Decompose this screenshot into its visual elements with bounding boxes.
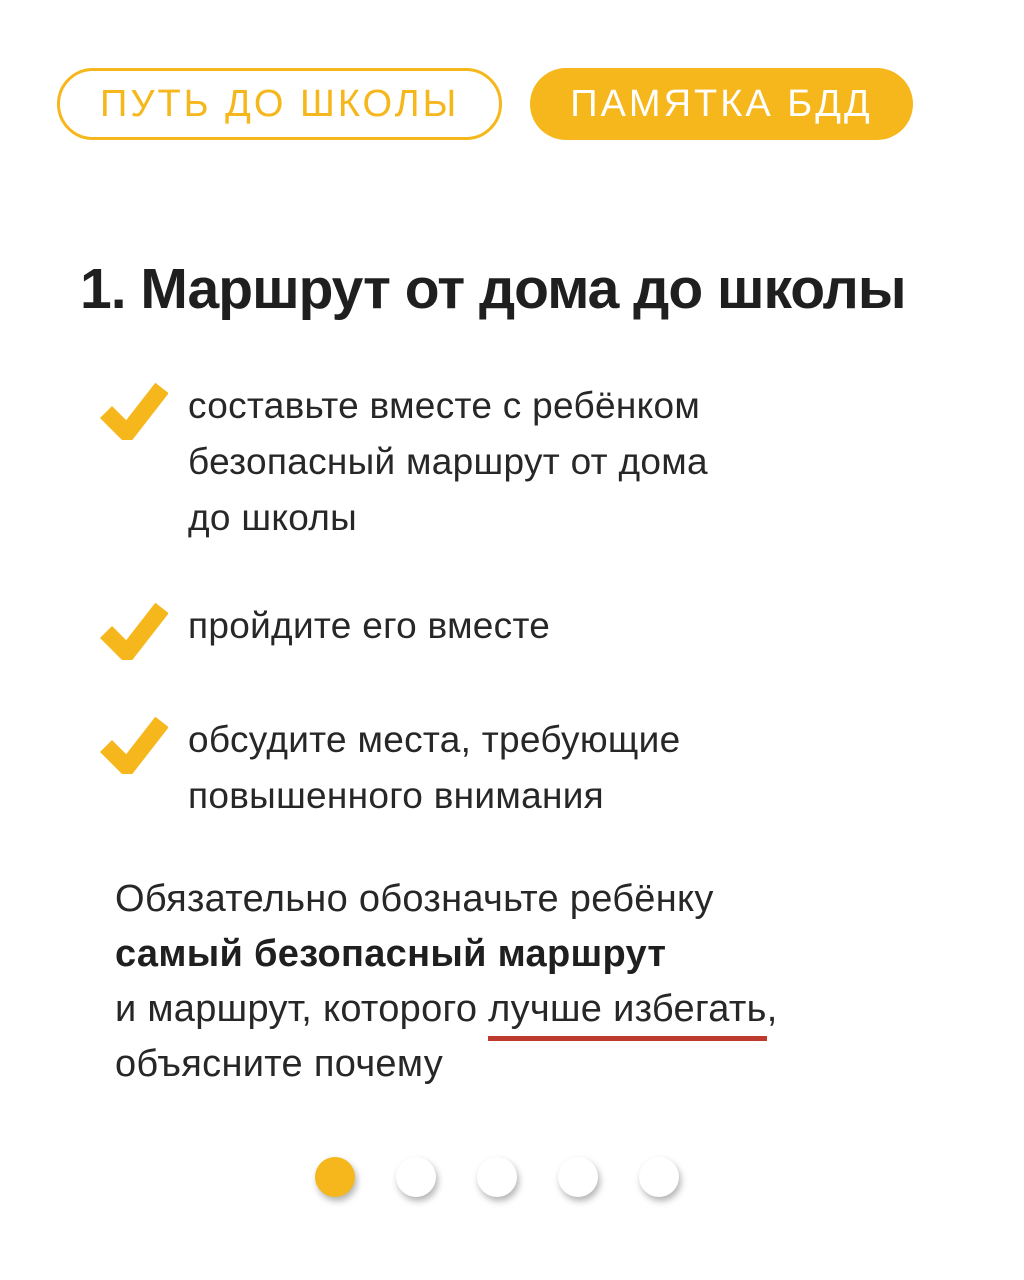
checklist-line: пройдите его вместе: [188, 605, 551, 646]
note-line3-suffix: ,: [766, 988, 778, 1030]
checklist-item-text: [188, 712, 680, 824]
pagination-dot[interactable]: [396, 1157, 436, 1197]
checklist-item: [100, 712, 708, 824]
note-line: [115, 982, 778, 1037]
page-title: 1. Маршрут от дома до школы: [80, 257, 906, 321]
tag-pills: [57, 68, 913, 140]
tag-traffic-safety-memo[interactable]: ПАМЯТКА БДД: [530, 68, 912, 140]
checklist-item: [100, 378, 708, 546]
checklist-item-text: [188, 598, 550, 654]
note-line3-prefix: и маршрут, которого: [115, 988, 489, 1030]
pagination-dot[interactable]: [558, 1157, 598, 1197]
checklist-item-text: [188, 378, 708, 546]
checklist-item: [100, 598, 708, 660]
note-line: объясните почему: [115, 1043, 444, 1085]
checklist-line: составьте вместе с ребёнком: [188, 385, 701, 426]
checklist-line: обсудите места, требующие: [188, 719, 681, 760]
note-line: Обязательно обозначьте ребёнку: [115, 878, 714, 920]
checkmark-icon: [100, 714, 168, 774]
pagination-dot[interactable]: [639, 1157, 679, 1197]
checkmark-icon: [100, 380, 168, 440]
note-underlined-text: лучше избегать: [488, 988, 767, 1041]
checklist-line: повышенного внимания: [188, 775, 605, 816]
pagination-dots: [315, 1157, 679, 1197]
checklist-line: безопасный маршрут от дома: [188, 441, 708, 482]
checklist-line: до школы: [188, 497, 358, 538]
note-paragraph: [115, 872, 778, 1092]
tag-path-to-school[interactable]: ПУТЬ ДО ШКОЛЫ: [57, 68, 502, 140]
checklist: [100, 378, 708, 824]
note-line-bold: самый безопасный маршрут: [115, 933, 667, 975]
pagination-dot-active[interactable]: [315, 1157, 355, 1197]
pagination-dot[interactable]: [477, 1157, 517, 1197]
checkmark-icon: [100, 600, 168, 660]
